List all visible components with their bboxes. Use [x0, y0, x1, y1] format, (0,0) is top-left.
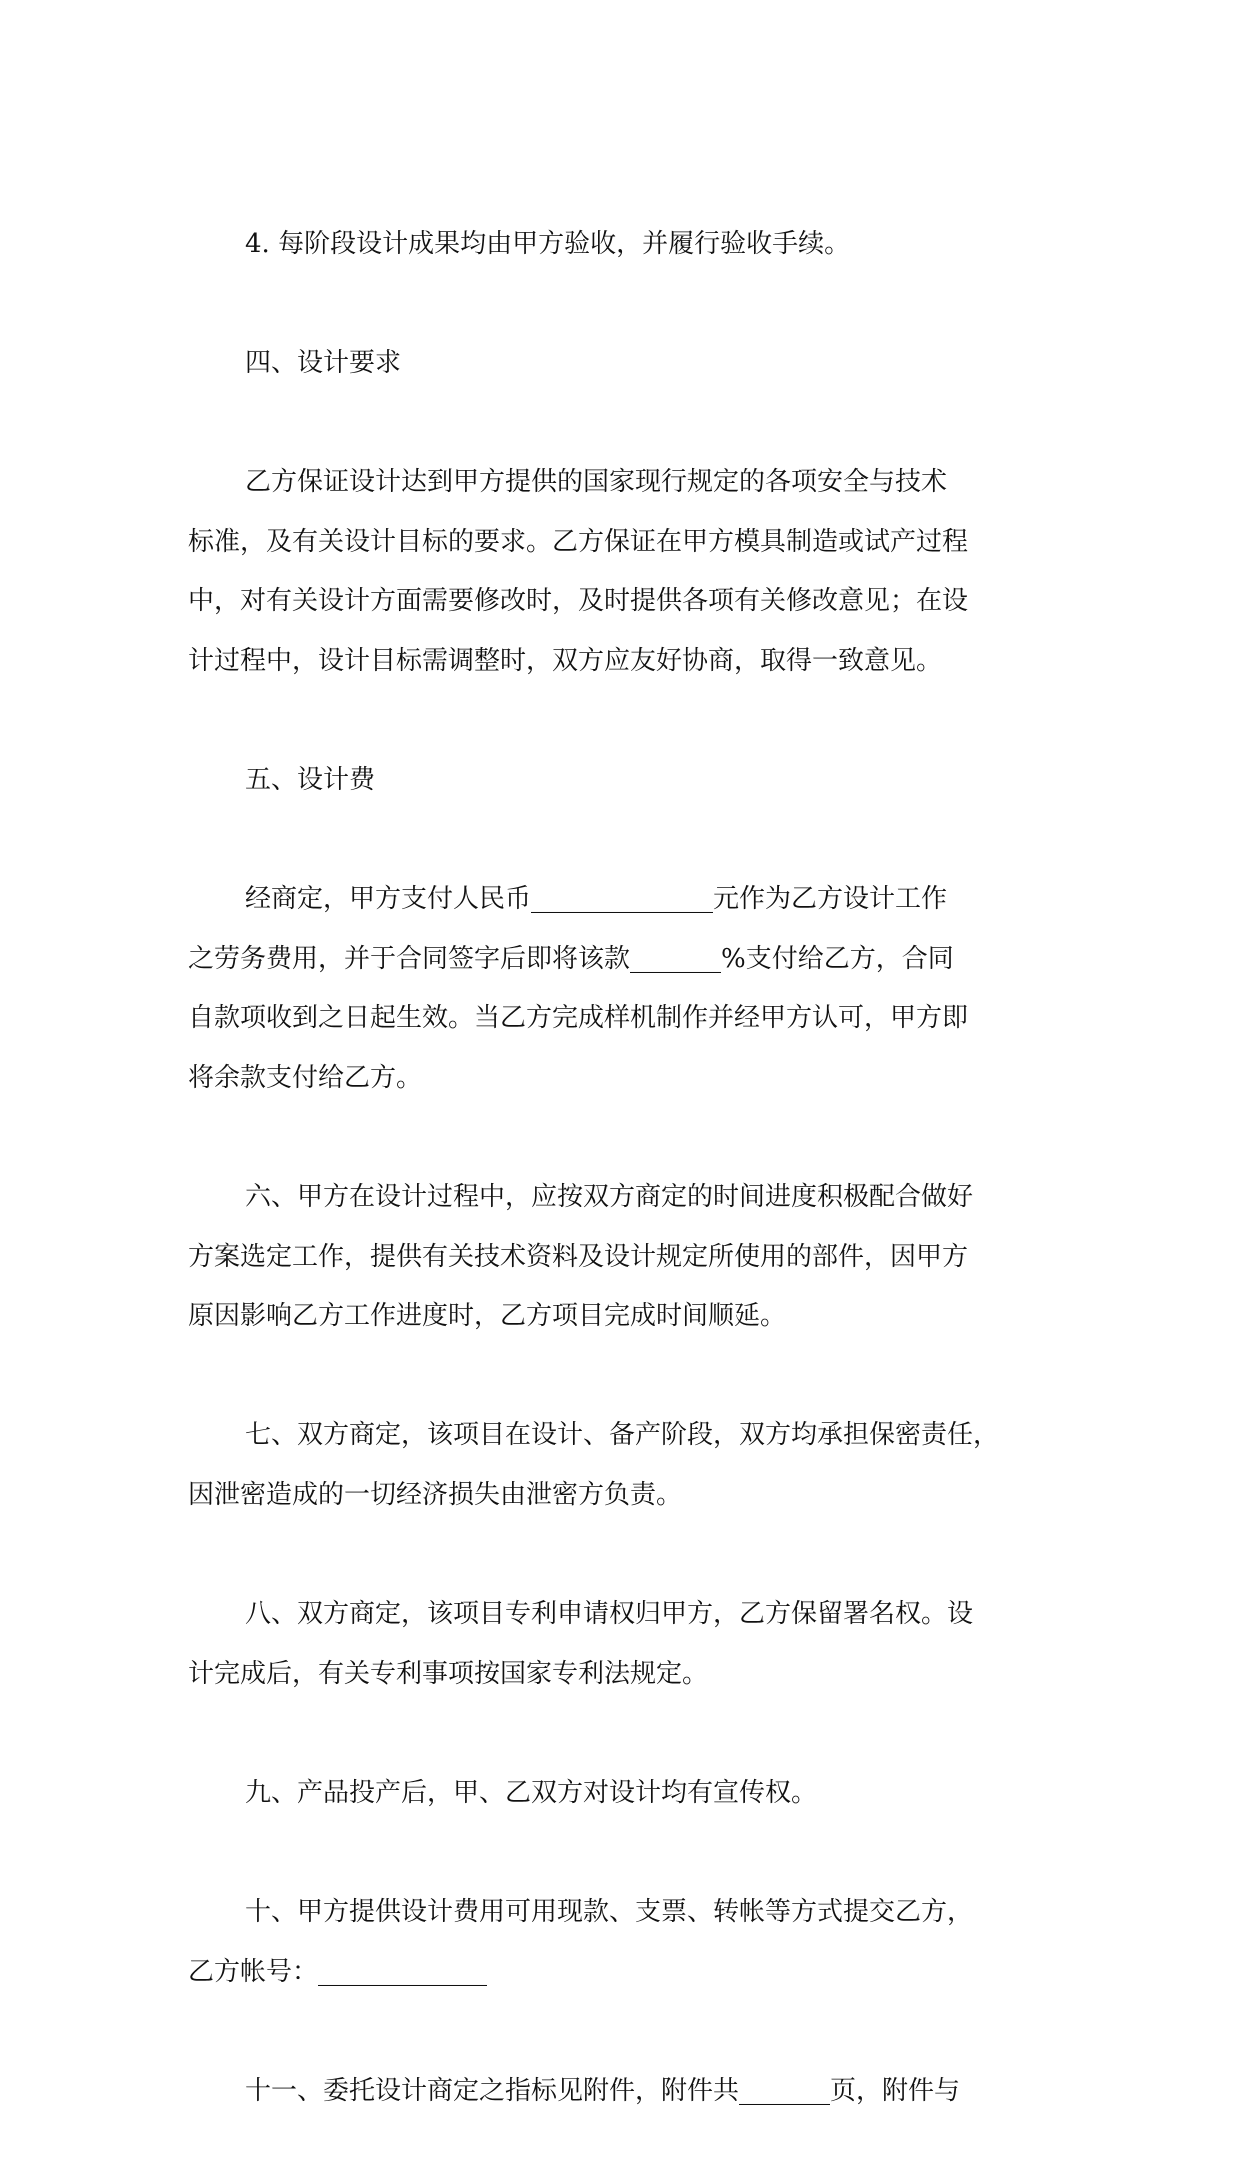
contract-body [188, 155, 1058, 2181]
paragraph-design-requirements: 乙方保证设计达到甲方提供的国家现行规定的各项安全与技术 标准，及有关设计目标的要求。乙方保证在甲方模具制造或试产过程 中，对有关设计方面需要修改时，及时提供各项有关修改意见；在设 计过程中，设计目标需调整时，双方应友好协商，取得一致意见。 [188, 466, 969, 676]
paragraph-acceptance: 4. 每阶段设计成果均由甲方验收，并履行验收手续。 [245, 228, 851, 259]
paragraph-confidentiality: 七、双方商定，该项目在设计、备产阶段，双方均承担保密责任， 因泄密造成的一切经济损失由泄密方负责。 [188, 1420, 1000, 1511]
heading-design-fee: 五、设计费 [245, 764, 376, 795]
paragraph-patent-rights: 八、双方商定，该项目专利申请权归甲方，乙方保留署名权。设 计完成后，有关专利事项按国家专利法规定。 [188, 1599, 974, 1689]
heading-design-requirements: 四、设计要求 [245, 347, 402, 378]
paragraph-design-fee: 经商定，甲方支付人民币______________元作为乙方设计工作 之劳务费用，并于合同签字后即将该款_______%支付给乙方，合同 自款项收到之日起生效。当乙方完成样机制作并经甲方认可，甲方即 将余款支付给乙方。 [188, 884, 969, 1093]
paragraph-attachments: 十一、委托设计商定之指标见附件，附件共_______页，附件与 [245, 2076, 961, 2106]
paragraph-payment-method: 十、甲方提供设计费用可用现款、支票、转帐等方式提交乙方， 乙方帐号：_____________ [188, 1897, 974, 1987]
paragraph-party-a-cooperation: 六、甲方在设计过程中，应按双方商定的时间进度积极配合做好 方案选定工作，提供有关技术资料及设计规定所使用的部件，因甲方 原因影响乙方工作进度时，乙方项目完成时间顺延。 [188, 1182, 974, 1332]
paragraph-publicity-rights: 九、产品投产后，甲、乙双方对设计均有宣传权。 [245, 1778, 818, 1809]
